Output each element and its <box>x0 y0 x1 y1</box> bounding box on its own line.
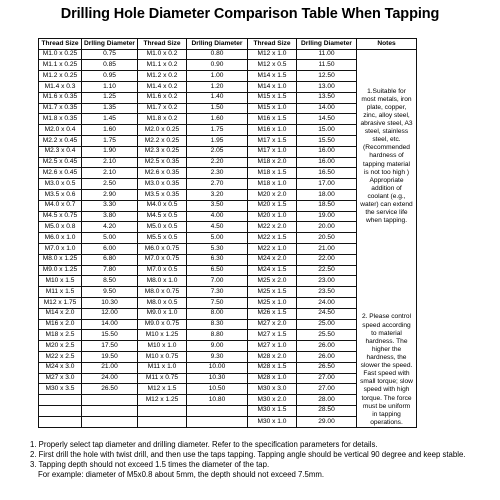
header-row <box>39 39 417 50</box>
drill-diameter-cell-2: 2.05 <box>187 146 248 157</box>
thread-size-cell-2: M2.6 x 0.35 <box>138 168 187 179</box>
thread-size-cell-2: M6.0 x 0.75 <box>138 243 187 254</box>
empty-cell <box>39 405 82 416</box>
header-thread-size-2: Thread Size <box>138 39 187 50</box>
thread-size-cell-2: M3.0 x 0.35 <box>138 179 187 190</box>
drill-diameter-cell-1: 24.00 <box>82 373 138 384</box>
drill-diameter-cell-2: 2.20 <box>187 157 248 168</box>
thread-size-cell-3: M24 x 2.0 <box>248 254 297 265</box>
drill-diameter-cell-3: 19.00 <box>297 211 357 222</box>
thread-size-cell-3: M22 x 1.0 <box>248 243 297 254</box>
thread-size-cell-3: M30 x 3.0 <box>248 384 297 395</box>
drill-diameter-cell-3: 25.50 <box>297 330 357 341</box>
drill-diameter-cell-2: 6.30 <box>187 254 248 265</box>
drill-diameter-cell-2: 4.00 <box>187 211 248 222</box>
drill-diameter-cell-1: 2.50 <box>82 179 138 190</box>
drill-diameter-cell-2: 8.00 <box>187 308 248 319</box>
thread-size-cell-2: M10 x 0.75 <box>138 351 187 362</box>
drill-diameter-cell-1: 0.85 <box>82 60 138 71</box>
drill-diameter-cell-2: 1.20 <box>187 81 248 92</box>
thread-size-cell-1: M12 x 1.75 <box>39 297 82 308</box>
thread-size-cell-1: M1.7 x 0.35 <box>39 103 82 114</box>
drill-diameter-cell-2: 9.00 <box>187 341 248 352</box>
header-notes: Notes <box>357 39 417 50</box>
thread-size-cell-3: M27 x 1.0 <box>248 341 297 352</box>
drill-diameter-cell-3: 27.00 <box>297 373 357 384</box>
drill-diameter-cell-2: 10.80 <box>187 395 248 406</box>
thread-size-cell-1: M1.2 x 0.25 <box>39 71 82 82</box>
thread-size-cell-1: M24 x 3.0 <box>39 362 82 373</box>
thread-size-cell-1: M27 x 3.0 <box>39 373 82 384</box>
thread-size-cell-1: M11 x 1.5 <box>39 287 82 298</box>
drill-diameter-cell-1: 26.50 <box>82 384 138 395</box>
drill-diameter-cell-2: 1.75 <box>187 125 248 136</box>
thread-size-cell-2: M2.0 x 0.25 <box>138 125 187 136</box>
drill-diameter-cell-3: 18.50 <box>297 200 357 211</box>
empty-cell <box>138 405 187 416</box>
header-drill-diameter-1: Drlling Diameter <box>82 39 138 50</box>
drill-diameter-cell-3: 28.00 <box>297 395 357 406</box>
thread-size-cell-2: M10 x 1.25 <box>138 330 187 341</box>
drill-diameter-cell-3: 16.00 <box>297 146 357 157</box>
page-title: Drilling Hole Diameter Comparison Table When Tapping <box>60 6 440 22</box>
note-2: 2. Please control speed according to material hardness. The higher the hardness, the slower the speed. Fast speed with small torque; slow speed with high torque. The force must be uniform in tapping operations. <box>360 313 413 426</box>
drill-diameter-cell-3: 20.00 <box>297 222 357 233</box>
thread-size-cell-2: M4.0 x 0.5 <box>138 200 187 211</box>
thread-size-cell-3: M25 x 1.5 <box>248 287 297 298</box>
thread-size-cell-2: M7.0 x 0.5 <box>138 265 187 276</box>
thread-size-cell-3: M28 x 2.0 <box>248 351 297 362</box>
drill-diameter-cell-2: 8.30 <box>187 319 248 330</box>
drill-diameter-cell-2: 3.20 <box>187 189 248 200</box>
empty-cell <box>82 416 138 427</box>
drill-diameter-cell-2: 6.50 <box>187 265 248 276</box>
thread-size-cell-2: M2.5 x 0.35 <box>138 157 187 168</box>
drill-diameter-cell-3: 22.50 <box>297 265 357 276</box>
drill-diameter-cell-2: 7.50 <box>187 297 248 308</box>
header-thread-size-3: Thread Size <box>248 39 297 50</box>
drill-diameter-cell-2: 3.50 <box>187 200 248 211</box>
note-1: 1.Suitable for most metals, iron plate, copper, zinc, alloy steel, abrasive steel, A3 steel, stainless steel, etc.(Recommended hardness of tapping material is not too high ) Appropriate addition of coolant (e.g., water) can extend the service life when tapping. <box>360 87 413 225</box>
drill-diameter-cell-3: 16.00 <box>297 157 357 168</box>
thread-size-cell-1: M4.5 x 0.75 <box>39 211 82 222</box>
drill-diameter-cell-1: 0.95 <box>82 71 138 82</box>
empty-cell <box>187 405 248 416</box>
thread-size-cell-2: M2.2 x 0.25 <box>138 135 187 146</box>
thread-size-cell-3: M30 x 1.0 <box>248 416 297 427</box>
drill-diameter-cell-1: 3.80 <box>82 211 138 222</box>
drill-diameter-cell-2: 7.00 <box>187 276 248 287</box>
drill-diameter-cell-1: 3.30 <box>82 200 138 211</box>
drill-diameter-cell-1: 1.45 <box>82 114 138 125</box>
thread-size-cell-2: M1.0 x 0.2 <box>138 49 187 60</box>
thread-size-cell-1: M5.0 x 0.8 <box>39 222 82 233</box>
thread-size-cell-1: M1.6 x 0.35 <box>39 92 82 103</box>
thread-size-cell-1: M1.8 x 0.35 <box>39 114 82 125</box>
drill-diameter-cell-1: 2.10 <box>82 157 138 168</box>
drill-diameter-cell-3: 18.00 <box>297 189 357 200</box>
drill-diameter-cell-1: 6.00 <box>82 243 138 254</box>
drill-diameter-cell-2: 1.60 <box>187 114 248 125</box>
drill-diameter-cell-1: 12.00 <box>82 308 138 319</box>
drill-diameter-cell-3: 24.50 <box>297 308 357 319</box>
thread-size-cell-2: M4.5 x 0.5 <box>138 211 187 222</box>
thread-size-cell-1: M1.0 x 0.25 <box>39 49 82 60</box>
empty-cell <box>82 395 138 406</box>
thread-size-cell-3: M12 x 1.0 <box>248 49 297 60</box>
thread-size-cell-3: M18 x 2.0 <box>248 157 297 168</box>
thread-size-cell-2: M11 x 1.0 <box>138 362 187 373</box>
drill-diameter-cell-2: 10.30 <box>187 373 248 384</box>
thread-size-cell-2: M1.7 x 0.2 <box>138 103 187 114</box>
thread-size-cell-2: M1.2 x 0.2 <box>138 71 187 82</box>
drill-diameter-cell-1: 0.75 <box>82 49 138 60</box>
drill-diameter-cell-1: 1.10 <box>82 81 138 92</box>
drill-diameter-cell-1: 9.50 <box>82 287 138 298</box>
thread-size-cell-2: M8.0 x 1.0 <box>138 276 187 287</box>
thread-size-cell-3: M17 x 1.0 <box>248 146 297 157</box>
drill-diameter-cell-3: 26.00 <box>297 341 357 352</box>
thread-size-cell-3: M14 x 1.5 <box>248 71 297 82</box>
thread-size-cell-3: M15 x 1.0 <box>248 103 297 114</box>
empty-cell <box>39 416 82 427</box>
thread-size-cell-1: M2.2 x 0.45 <box>39 135 82 146</box>
tap-drill-table <box>38 38 417 428</box>
thread-size-cell-3: M25 x 2.0 <box>248 276 297 287</box>
drill-diameter-cell-3: 24.00 <box>297 297 357 308</box>
thread-size-cell-2: M1.4 x 0.2 <box>138 81 187 92</box>
header-drill-diameter-2: Drlling Diameter <box>187 39 248 50</box>
drill-diameter-cell-2: 2.30 <box>187 168 248 179</box>
thread-size-cell-2: M8.0 x 0.5 <box>138 297 187 308</box>
drill-diameter-cell-1: 1.25 <box>82 92 138 103</box>
drill-diameter-cell-1: 1.35 <box>82 103 138 114</box>
empty-cell <box>82 405 138 416</box>
drill-diameter-cell-1: 10.30 <box>82 297 138 308</box>
drill-diameter-cell-1: 5.00 <box>82 233 138 244</box>
footer-line-3: 3. Tapping depth should not exceed 1.5 times the diameter of the tap. <box>30 459 270 469</box>
thread-size-cell-3: M27 x 2.0 <box>248 319 297 330</box>
table-body <box>39 49 417 427</box>
drill-diameter-cell-1: 15.50 <box>82 330 138 341</box>
drill-diameter-cell-3: 13.50 <box>297 92 357 103</box>
drill-diameter-cell-1: 6.80 <box>82 254 138 265</box>
table-row <box>39 49 417 60</box>
thread-size-cell-3: M20 x 2.0 <box>248 189 297 200</box>
thread-size-cell-2: M12 x 1.5 <box>138 384 187 395</box>
drill-diameter-cell-2: 0.90 <box>187 60 248 71</box>
drill-diameter-cell-2: 5.30 <box>187 243 248 254</box>
drill-diameter-cell-1: 4.20 <box>82 222 138 233</box>
drill-diameter-cell-3: 12.50 <box>297 71 357 82</box>
drill-diameter-cell-3: 13.00 <box>297 81 357 92</box>
drill-diameter-cell-1: 14.00 <box>82 319 138 330</box>
drill-diameter-cell-3: 26.00 <box>297 351 357 362</box>
thread-size-cell-1: M2.6 x 0.45 <box>39 168 82 179</box>
thread-size-cell-1: M6.0 x 1.0 <box>39 233 82 244</box>
thread-size-cell-1: M14 x 2.0 <box>39 308 82 319</box>
drill-diameter-cell-2: 1.50 <box>187 103 248 114</box>
drill-diameter-cell-3: 17.00 <box>297 179 357 190</box>
drill-diameter-cell-2: 2.70 <box>187 179 248 190</box>
drill-diameter-cell-3: 20.50 <box>297 233 357 244</box>
thread-size-cell-1: M18 x 2.5 <box>39 330 82 341</box>
thread-size-cell-3: M28 x 1.5 <box>248 362 297 373</box>
drill-diameter-cell-3: 26.50 <box>297 362 357 373</box>
drill-diameter-cell-1: 2.90 <box>82 189 138 200</box>
empty-cell <box>138 416 187 427</box>
thread-size-cell-1: M7.0 x 1.0 <box>39 243 82 254</box>
thread-size-cell-2: M9.0 x 1.0 <box>138 308 187 319</box>
drill-diameter-cell-1: 1.75 <box>82 135 138 146</box>
thread-size-cell-2: M9.0 x 0.75 <box>138 319 187 330</box>
drill-diameter-cell-1: 19.50 <box>82 351 138 362</box>
drill-diameter-cell-1: 21.00 <box>82 362 138 373</box>
drill-diameter-cell-3: 29.00 <box>297 416 357 427</box>
thread-size-cell-1: M3.5 x 0.6 <box>39 189 82 200</box>
drill-diameter-cell-3: 22.00 <box>297 254 357 265</box>
thread-size-cell-3: M30 x 1.5 <box>248 405 297 416</box>
thread-size-cell-1: M22 x 2.5 <box>39 351 82 362</box>
thread-size-cell-3: M18 x 1.0 <box>248 179 297 190</box>
drill-diameter-cell-3: 11.50 <box>297 60 357 71</box>
thread-size-cell-2: M3.5 x 0.35 <box>138 189 187 200</box>
drill-diameter-cell-3: 15.00 <box>297 125 357 136</box>
drill-diameter-cell-2: 10.50 <box>187 384 248 395</box>
drill-diameter-cell-3: 23.00 <box>297 276 357 287</box>
empty-cell <box>187 416 248 427</box>
drill-diameter-cell-2: 0.80 <box>187 49 248 60</box>
drill-diameter-cell-2: 10.00 <box>187 362 248 373</box>
drill-diameter-cell-3: 11.00 <box>297 49 357 60</box>
drill-diameter-cell-3: 16.50 <box>297 168 357 179</box>
thread-size-cell-3: M24 x 1.5 <box>248 265 297 276</box>
thread-size-cell-3: M28 x 1.0 <box>248 373 297 384</box>
empty-cell <box>39 395 82 406</box>
thread-size-cell-3: M17 x 1.5 <box>248 135 297 146</box>
thread-size-cell-1: M10 x 1.5 <box>39 276 82 287</box>
thread-size-cell-3: M20 x 1.5 <box>248 200 297 211</box>
thread-size-cell-1: M2.3 x 0.4 <box>39 146 82 157</box>
header-drill-diameter-3: Drlling Diameter <box>297 39 357 50</box>
thread-size-cell-2: M1.1 x 0.2 <box>138 60 187 71</box>
thread-size-cell-3: M20 x 1.0 <box>248 211 297 222</box>
drill-diameter-cell-3: 15.50 <box>297 135 357 146</box>
drill-diameter-cell-1: 17.50 <box>82 341 138 352</box>
thread-size-cell-3: M12 x 0.5 <box>248 60 297 71</box>
thread-size-cell-3: M26 x 1.5 <box>248 308 297 319</box>
thread-size-cell-3: M14 x 1.0 <box>248 81 297 92</box>
thread-size-cell-2: M1.8 x 0.2 <box>138 114 187 125</box>
thread-size-cell-1: M1.4 x 0.3 <box>39 81 82 92</box>
drill-diameter-cell-1: 7.80 <box>82 265 138 276</box>
drill-diameter-cell-2: 1.40 <box>187 92 248 103</box>
thread-size-cell-2: M10 x 1.0 <box>138 341 187 352</box>
footer-line-1: 1. Properly select tap diameter and drilling diameter. Refer to the specification parameters for details. <box>30 440 378 449</box>
thread-size-cell-3: M18 x 1.5 <box>248 168 297 179</box>
drill-diameter-cell-1: 8.50 <box>82 276 138 287</box>
thread-size-cell-1: M2.5 x 0.45 <box>39 157 82 168</box>
thread-size-cell-3: M16 x 1.5 <box>248 114 297 125</box>
thread-size-cell-1: M3.0 x 0.5 <box>39 179 82 190</box>
thread-size-cell-3: M25 x 1.0 <box>248 297 297 308</box>
drill-diameter-cell-2: 4.50 <box>187 222 248 233</box>
header-thread-size-1: Thread Size <box>39 39 82 50</box>
footer-line-4: For example: diameter of M5x0.8 about 5mm, the depth should not exceed 7.5mm. <box>38 469 325 479</box>
thread-size-cell-1: M2.0 x 0.4 <box>39 125 82 136</box>
thread-size-cell-2: M2.3 x 0.25 <box>138 146 187 157</box>
thread-size-cell-2: M7.0 x 0.75 <box>138 254 187 265</box>
drill-diameter-cell-2: 9.30 <box>187 351 248 362</box>
thread-size-cell-3: M15 x 1.5 <box>248 92 297 103</box>
drill-diameter-cell-3: 28.50 <box>297 405 357 416</box>
drill-diameter-cell-2: 8.80 <box>187 330 248 341</box>
drill-diameter-cell-3: 21.00 <box>297 243 357 254</box>
drill-diameter-cell-3: 25.00 <box>297 319 357 330</box>
thread-size-cell-3: M16 x 1.0 <box>248 125 297 136</box>
drill-diameter-cell-3: 27.00 <box>297 384 357 395</box>
drill-diameter-cell-1: 2.10 <box>82 168 138 179</box>
footer-line-2: 2. First drill the hole with twist drill, and then use the taps tapping. Tapping angle should be vertical 90 degree and keep stable. <box>30 449 466 459</box>
thread-size-cell-1: M30 x 3.5 <box>39 384 82 395</box>
notes-cell <box>357 49 417 427</box>
thread-size-cell-1: M20 x 2.5 <box>39 341 82 352</box>
thread-size-cell-2: M12 x 1.25 <box>138 395 187 406</box>
thread-size-cell-1: M1.1 x 0.25 <box>39 60 82 71</box>
drill-diameter-cell-2: 1.00 <box>187 71 248 82</box>
drill-diameter-cell-1: 1.90 <box>82 146 138 157</box>
thread-size-cell-1: M8.0 x 1.25 <box>39 254 82 265</box>
thread-size-cell-3: M27 x 1.5 <box>248 330 297 341</box>
thread-size-cell-3: M22 x 2.0 <box>248 222 297 233</box>
thread-size-cell-2: M8.0 x 0.75 <box>138 287 187 298</box>
drill-diameter-cell-3: 14.50 <box>297 114 357 125</box>
thread-size-cell-1: M4.0 x 0.7 <box>39 200 82 211</box>
drill-diameter-cell-2: 7.30 <box>187 287 248 298</box>
thread-size-cell-2: M5.0 x 0.5 <box>138 222 187 233</box>
drill-diameter-cell-2: 1.95 <box>187 135 248 146</box>
thread-size-cell-2: M11 x 0.75 <box>138 373 187 384</box>
drill-diameter-cell-2: 5.00 <box>187 233 248 244</box>
drill-diameter-cell-1: 1.60 <box>82 125 138 136</box>
thread-size-cell-1: M9.0 x 1.25 <box>39 265 82 276</box>
footer-instructions <box>30 440 490 480</box>
thread-size-cell-1: M16 x 2.0 <box>39 319 82 330</box>
thread-size-cell-2: M1.6 x 0.2 <box>138 92 187 103</box>
thread-size-cell-3: M22 x 1.5 <box>248 233 297 244</box>
thread-size-cell-3: M30 x 2.0 <box>248 395 297 406</box>
drill-diameter-cell-3: 14.00 <box>297 103 357 114</box>
drill-diameter-cell-3: 23.50 <box>297 287 357 298</box>
thread-size-cell-2: M5.5 x 0.5 <box>138 233 187 244</box>
